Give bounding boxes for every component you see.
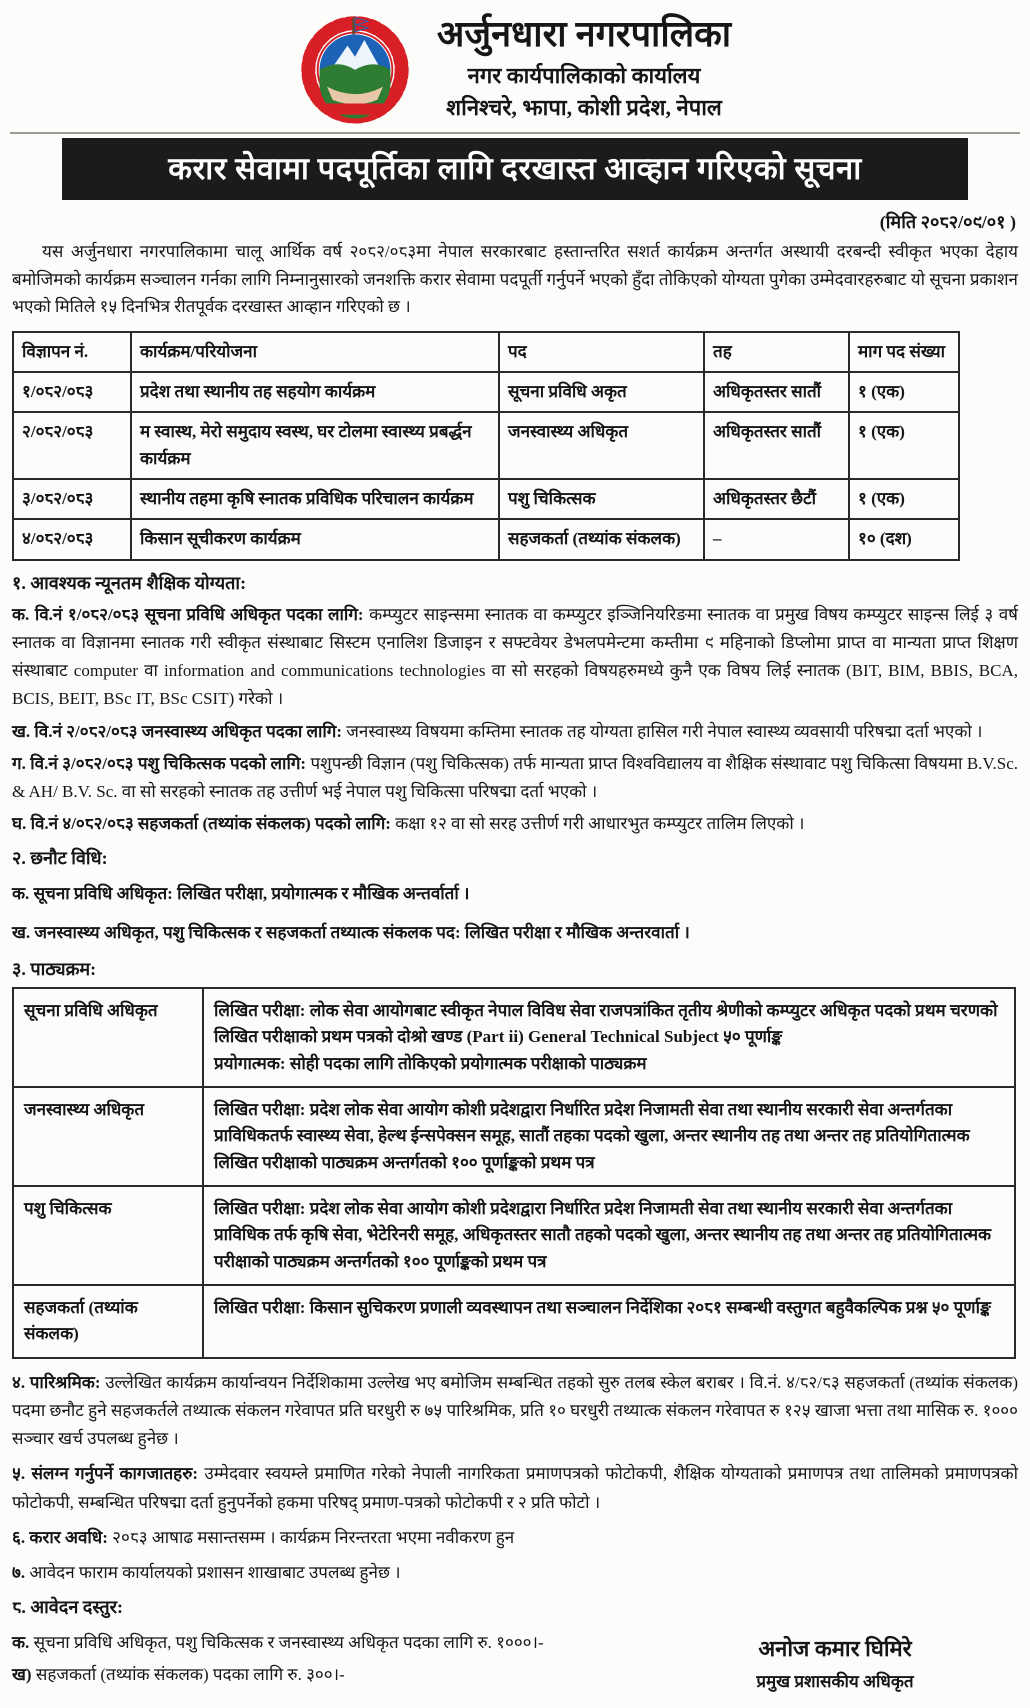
item-text: सूचना प्रविधि अधिकृत: लिखित परीक्षा, प्रयोगात्मक र मौखिक अन्तर्वार्ता । xyxy=(33,884,470,904)
written-exam-label: लिखित परीक्षा: xyxy=(214,1099,306,1119)
section-lead: पारिश्रमिक: xyxy=(29,1372,101,1392)
section-lead: करार अवधि: xyxy=(29,1527,108,1547)
table-row xyxy=(13,1186,1015,1285)
written-exam-line xyxy=(214,1196,1004,1275)
written-exam-label: लिखित परीक्षा: xyxy=(214,1297,306,1317)
practical-exam-line xyxy=(214,1051,1004,1077)
item-marker: क. xyxy=(12,884,30,904)
cell-program: म स्वास्थ, मेरो समुदाय स्वस्थ, घर टोलमा स्वास्थ्य प्रबर्द्धन कार्यक्रम xyxy=(131,412,499,479)
qualification-heading: १. आवश्यक न्यूनतम शैक्षिक योग्यता: xyxy=(12,572,247,593)
curriculum-detail xyxy=(203,1186,1015,1285)
section-number: ५. xyxy=(12,1464,26,1484)
table-row xyxy=(13,479,959,519)
cell-count: १ (एक) xyxy=(849,412,959,479)
intro-paragraph: यस अर्जुनधारा नगरपालिकामा चालू आर्थिक वर्ष २०८२/०८३मा नेपाल सरकारबाट हस्तान्तरित सशर्त कार्यक्रम अन्तर्गत अस्थायी दरबन्दी स्वीकृत भएका देहाय बमोजिमको कार्यक्रम सञ्चालन गर्नका लागि निम्नानुसारको जनशक्ति करार सेवामा पदपूर्ती गर्नुपर्ने भएको हुँदा तोकिएको योग्यता पुगेका उम्मेदवारहरुबाट यो सूचना प्रकाशन भएको मितिले १५ दिनभित्र रीतपूर्वक दरखास्त आव्हान गरिएको छ । xyxy=(12,242,1018,317)
vacancy-table xyxy=(12,331,960,561)
cell-level: – xyxy=(704,519,849,559)
table-row xyxy=(13,1087,1015,1186)
written-exam-text: प्रदेश लोक सेवा आयोग कोशी प्रदेशद्वारा निर्धारित प्रदेश निजामती सेवा तथा स्थानीय सरकारी सेवा अन्तर्गतका प्राविधिक तर्फ कृषि सेवा, भेटेरिनरी समूह, अधिकृतस्तर सातौ तहको पदको खुला, अन्तर स्थानीय तह तथा अन्तर तह प्रतियोगितात्मक परीक्षाको पाठ्यक्रम अन्तर्गतको १०० पूर्णाङ्कको प्रथम पत्र xyxy=(214,1198,992,1271)
notice-title: करार सेवामा पदपूर्तिका लागि दरखास्त आव्हान गरिएको सूचना xyxy=(62,138,968,200)
cell-program: प्रदेश तथा स्थानीय तह सहयोग कार्यक्रम xyxy=(131,372,499,412)
practical-exam-text: सोही पदका लागि तोकिएको प्रयोगात्मक परीक्षाको पाठ्यक्रम xyxy=(289,1053,647,1073)
item-marker: घ. xyxy=(12,814,27,834)
banner-wrap xyxy=(10,132,1020,200)
letterhead xyxy=(10,8,1020,130)
written-exam-text: लोक सेवा आयोगबाट स्वीकृत नेपाल विविध सेवा राजपत्रांकित तृतीय श्रेणीको कम्प्युटर अधिकृत पदको प्रथम चरणको लिखित परीक्षाको प्रथम पत्रको दोश्रो खण्ड (Part ii) General Technical Subject ५० पूर्णाङ्क xyxy=(214,1000,998,1047)
item-text: सहजकर्ता (तथ्यांक संकलक) पदका लागि रु. ३००।- xyxy=(35,1665,345,1685)
item-marker: ख. xyxy=(12,922,31,942)
cell-level: अधिकृतस्तर छैटौं xyxy=(704,479,849,519)
item-lead: वि.नं १/०८२/०८३ सूचना प्रविधि अधिकृत पदका लागि: xyxy=(34,604,364,624)
item-text: सूचना प्रविधि अधिकृत, पशु चिकित्सक र जनस्वास्थ्य अधिकृत पदका लागि रु. १०००।- xyxy=(33,1633,544,1653)
item-marker: ख. xyxy=(12,721,31,741)
written-exam-line xyxy=(214,1295,1004,1321)
written-exam-line xyxy=(214,1097,1004,1176)
item-lead: वि.नं ४/०८२/०८३ सहजकर्ता (तथ्यांक संकलक) पदको लागि: xyxy=(30,814,391,834)
selection-item xyxy=(12,919,1018,947)
curriculum-position: सूचना प्रविधि अधिकृत xyxy=(13,988,203,1087)
curriculum-position: पशु चिकित्सक xyxy=(13,1186,203,1285)
item-marker: ग. xyxy=(12,753,26,773)
fee-item xyxy=(12,1629,698,1657)
cell-position: पशु चिकित्सक xyxy=(499,479,704,519)
section-number: ६. xyxy=(12,1527,26,1547)
written-exam-text: प्रदेश लोक सेवा आयोग कोशी प्रदेशद्वारा निर्धारित प्रदेश निजामती सेवा तथा स्थानीय सरकारी सेवा अन्तर्गतका प्राविधिकतर्फ स्वास्थ्य सेवा, हेल्थ ईन्सपेक्सन समूह, सातौं तहका पदको खुला, अन्तर स्थानीय तह तथा अन्तर तह प्रतियोगितात्मक लिखित परीक्षाको पाठ्यक्रम अन्तर्गतको १०० पूर्णाङ्कको प्रथम पत्र xyxy=(214,1099,970,1172)
cell-count: १० (दश) xyxy=(849,519,959,559)
signatory-title: प्रमुख प्रशासकीय अधिकृत xyxy=(756,1672,914,1692)
written-exam-line xyxy=(214,998,1004,1051)
remuneration-paragraph xyxy=(12,1369,1018,1454)
col-advert-no: विज्ञापन नं. xyxy=(13,332,131,372)
section-text: २०८३ आषाढ मसान्तसम्म । कार्यक्रम निरन्तरता भएमा नवीकरण हुन xyxy=(112,1527,515,1547)
cell-advert-no: २/०८२/०८३ xyxy=(13,412,131,479)
fee-item xyxy=(12,1661,698,1689)
letterhead-text xyxy=(437,14,731,121)
table-row xyxy=(13,412,959,479)
item-lead: वि.नं २/०८२/०८३ जनस्वास्थ्य अधिकृत पदका लागि: xyxy=(34,721,343,741)
written-exam-label: लिखित परीक्षा: xyxy=(214,1198,306,1218)
fee-items xyxy=(10,1625,700,1693)
section-number: ४. xyxy=(12,1372,26,1392)
qualification-item xyxy=(12,718,1018,746)
table-row xyxy=(13,372,959,412)
selection-item xyxy=(12,880,1018,908)
item-marker: क. xyxy=(12,604,30,624)
contract-period-paragraph xyxy=(12,1524,1018,1552)
item-lead: वि.नं ३/०८२/०८३ पशु चिकित्सक पदको लागि: xyxy=(30,753,307,773)
curriculum-detail xyxy=(203,988,1015,1087)
curriculum-table xyxy=(12,987,1016,1359)
item-text: जनस्वास्थ्य विषयमा कम्तिमा स्नातक तह योग्यता हासिल गरी नेपाल स्वास्थ्य व्यवसायी परिषद्मा दर्ता भएको । xyxy=(346,721,983,741)
vacancy-table-header-row xyxy=(13,332,959,372)
municipality-emblem-icon xyxy=(299,12,411,124)
cell-advert-no: ३/०८२/०८३ xyxy=(13,479,131,519)
cell-position: जनस्वास्थ्य अधिकृत xyxy=(499,412,704,479)
application-fee-heading: ८. आवेदन दस्तुर: xyxy=(12,1597,123,1618)
table-row xyxy=(13,988,1015,1087)
section-number: ७. xyxy=(12,1562,26,1582)
notice-date: (मिति २०८२/०९/०१ ) xyxy=(879,212,1016,232)
signatory-name: अनोज कमार घिमिरे xyxy=(758,1636,912,1662)
municipality-name: अर्जुनधारा नगरपालिका xyxy=(436,14,732,55)
cell-program: किसान सूचीकरण कार्यक्रम xyxy=(131,519,499,559)
item-text: पशुपन्छी विज्ञान (पशु चिकित्सक) तर्फ मान्यता प्राप्त विश्वविद्यालय वा शैक्षिक संस्थावाट पशु चिकित्सा विषयमा B.V.Sc. & AH/ B.V. Sc. वा सो सरहको स्नातक तह उत्तीर्ण भई नेपाल पशु चिकित्सा परिषद्मा दर्ता भएको । xyxy=(12,753,1019,801)
curriculum-detail xyxy=(203,1087,1015,1186)
cell-level: अधिकृतस्तर सातौं xyxy=(704,412,849,479)
signature-block xyxy=(700,1633,970,1692)
documents-paragraph xyxy=(12,1460,1018,1516)
item-marker: क. xyxy=(12,1633,30,1653)
col-level: तह xyxy=(704,332,849,372)
curriculum-heading: ३. पाठ्यक्रम: xyxy=(12,958,97,979)
curriculum-detail xyxy=(203,1285,1015,1358)
cell-position: सहजकर्ता (तथ्यांक संकलक) xyxy=(499,519,704,559)
qualification-item xyxy=(12,601,1018,714)
written-exam-text: किसान सुचिकरण प्रणाली व्यवस्थापन तथा सञ्चालन निर्देशिका २०८१ सम्बन्धी वस्तुगत बहुवैकल्पिक प्रश्न ५० पूर्णाङ्क xyxy=(309,1297,991,1317)
cell-advert-no: १/०८२/०८३ xyxy=(13,372,131,412)
practical-exam-label: प्रयोगात्मक: xyxy=(214,1053,286,1073)
cell-level: अधिकृतस्तर सातौं xyxy=(704,372,849,412)
cell-count: १ (एक) xyxy=(849,372,959,412)
col-position: पद xyxy=(499,332,704,372)
section-text: उम्मेदवार स्वयम्ले प्रमाणित गरेको नेपाली नागरिकता प्रमाणपत्रको फोटोकपी, शैक्षिक योग्यताको प्रमाणपत्र तथा तालिमको प्रमाणपत्रको फोटोकपी, सम्बन्धित परिषद्मा दर्ता हुनुपर्नेको हकमा परिषद् प्रमाण-पत्रको फोटोकपी र २ प्रति फोटो । xyxy=(12,1464,1018,1512)
cell-count: १ (एक) xyxy=(849,479,959,519)
written-exam-label: लिखित परीक्षा: xyxy=(214,1000,306,1020)
table-row xyxy=(13,1285,1015,1358)
section-text: आवेदन फाराम कार्यालयको प्रशासन शाखाबाट उपलब्ध हुनेछ । xyxy=(29,1562,401,1582)
application-form-paragraph xyxy=(12,1559,1018,1587)
fee-and-signature xyxy=(10,1625,1020,1693)
col-vacancy-count: माग पद संख्या xyxy=(849,332,959,372)
qualification-item xyxy=(12,750,1018,806)
office-name: नगर कार्यपालिकाको कार्यालय xyxy=(467,62,701,88)
curriculum-position: जनस्वास्थ्य अधिकृत xyxy=(13,1087,203,1186)
office-address: शनिश्चरे, झापा, कोशी प्रदेश, नेपाल xyxy=(446,94,722,120)
item-text: कक्षा १२ वा सो सरह उत्तीर्ण गरी आधारभुत कम्प्युटर तालिम लिएको । xyxy=(395,814,805,834)
item-text: जनस्वास्थ्य अधिकृत, पशु चिकित्सक र सहजकर्ता तथ्यात्क संकलक पद: लिखित परीक्षा र मौखिक अन्तरवार्ता । xyxy=(34,922,690,942)
qualification-item xyxy=(12,810,1018,838)
cell-advert-no: ४/०८२/०८३ xyxy=(13,519,131,559)
cell-position: सूचना प्रविधि अकृत xyxy=(499,372,704,412)
table-row xyxy=(13,519,959,559)
selection-heading: २. छनौट विधि: xyxy=(12,848,108,869)
col-program: कार्यक्रम/परियोजना xyxy=(131,332,499,372)
item-marker: ख) xyxy=(12,1665,32,1685)
cell-program: स्थानीय तहमा कृषि स्नातक प्रविधिक परिचालन कार्यक्रम xyxy=(131,479,499,519)
section-text: उल्लेखित कार्यक्रम कार्यान्वयन निर्देशिकामा उल्लेख भए बमोजिम सम्बन्धित तहको सुरु तलब स्केल बराबर । वि.नं. ४/८२/८३ सहजकर्ता (तथ्यांक संकलक) पदमा छनौट हुने सहजकर्तले तथ्यात्क संकलन गरेवापत प्रति घरधुरी रु ७५ पारिश्रमिक, प्रति १० घरधुरी तथ्यात्क संकलन गरेवापत रु १२५ खाजा भत्ता तथा मासिक रु. १००० सञ्चार खर्च उपलब्ध हुनेछ । xyxy=(12,1372,1019,1449)
curriculum-position: सहजकर्ता (तथ्यांक संकलक) xyxy=(13,1285,203,1358)
item-text: कम्प्युटर साइन्समा स्नातक वा कम्प्युटर इञ्जिनियरिङमा स्नातक वा प्रमुख विषय कम्प्युटर साइन्स लिई ३ वर्ष स्नातक वा विज्ञानमा स्नातक गरी स्वीकृत संस्थाबाट सिस्टम एनालिश डिजाइन र सफ्टवेयर डेभलपमेन्टमा कम्तीमा ९ महिनाको डिप्लोमा प्राप्त वा मान्यता प्राप्त शिक्षण संस्थाबाट computer वा information and communications technologies वा सो सरहको विषयहरुमध्ये कुनै एक विषय लिई स्नातक (BIT, BIM, BBIS, BCA, BCIS, BEIT, BSc IT, BSc CSIT) गरेको । xyxy=(12,604,1018,709)
section-lead: संलग्न गर्नुपर्ने कागजातहरु: xyxy=(31,1464,199,1484)
